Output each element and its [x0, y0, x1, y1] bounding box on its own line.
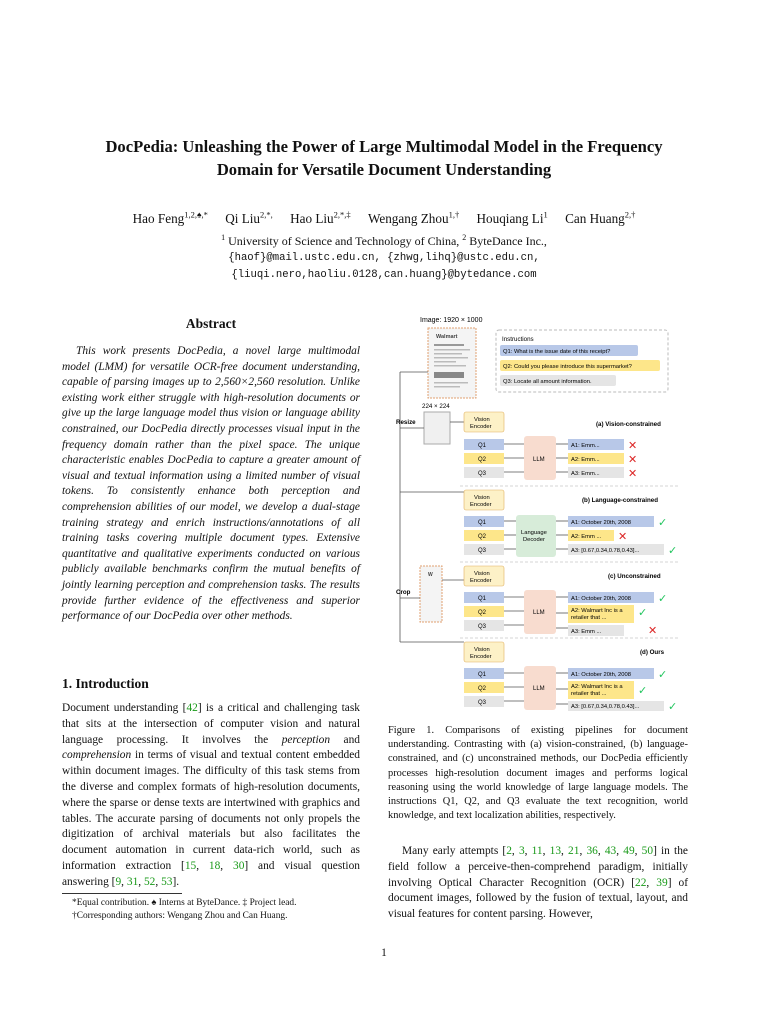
citation-link[interactable]: 43 [604, 845, 617, 857]
citation-link[interactable]: 52 [143, 875, 156, 888]
answer: A3: [0.67,0.34,0.78,0.43]... [571, 704, 640, 710]
instructions-box [496, 330, 668, 392]
citation-link[interactable]: 15 [184, 859, 197, 872]
panel-d-title: (d) Ours [640, 649, 665, 656]
citation-link[interactable]: 42 [186, 702, 198, 714]
answer: A3: Emm ... [571, 629, 602, 635]
citation-link[interactable]: 2 [506, 845, 512, 857]
instructions-title: Instructions [502, 336, 534, 343]
q1-chip: Q1 [478, 520, 487, 526]
q2-chip: Q2 [478, 686, 487, 692]
receipt-crop: W [428, 572, 433, 578]
page-number: 1 [381, 947, 387, 959]
abstract-section [62, 316, 360, 625]
q1-chip: Q1 [478, 672, 487, 678]
check-icon: ✓ [658, 517, 668, 529]
q2-chip: Q2 [478, 534, 487, 540]
vision-encoder-label: Vision Encoder [470, 495, 492, 508]
citation-link[interactable]: 3 [518, 845, 525, 857]
affiliations [40, 229, 728, 284]
right-column-paragraph: Many early attempts [2, 3, 11, 13, 21, 36, 43, 49, 50] in the field follow a perceive-then-comprehend paradigm, initially involving Optical Character Recognition (OCR) [22, 39] of document images, followed by the fusion of textual, layout, and visual features for content parsing. However, [388, 845, 688, 921]
citation-link[interactable]: 11 [531, 845, 543, 857]
cross-icon: ✕ [628, 440, 638, 452]
llm-label: LLM [533, 686, 545, 692]
cross-icon: ✕ [628, 468, 638, 480]
answer: A3: Emm... [571, 471, 600, 477]
author-2: Qi Liu$^{2,*,}$ [225, 210, 273, 227]
answer: A2: Emm... [571, 457, 600, 463]
instruction-q1: Q1: What is the issue date of this receipt? [503, 349, 611, 355]
q3-chip: Q3 [478, 700, 487, 706]
instruction-q2: Q2: Could you please introduce this supermarket? [503, 364, 632, 370]
resize-label: Resize [396, 419, 416, 426]
language-decoder-label: Language Decoder [521, 530, 547, 543]
check-icon: ✓ [638, 685, 648, 697]
panel-b [400, 486, 680, 557]
crop-label: Crop [396, 589, 411, 596]
q1-chip: Q1 [478, 443, 487, 449]
email-line-1: {haof}@mail.ustc.edu.cn, {zhwg,lihq}@ustc.edu.cn, [228, 252, 540, 264]
panel-a [396, 403, 661, 480]
llm-label: LLM [533, 610, 545, 616]
llm-label: LLM [533, 457, 545, 463]
abstract-text: This work presents DocPedia, a novel large multimodal model (LMM) for versatile OCR-free document understanding, capable of parsing images up to 2,560×2,560 resolution. Unlike existing work either struggle with high-resolution documents or give up the large language model thus vision or language ability constrained, our DocPedia directly processes visual input in the frequency domain rather than the pixel space. The unique characteristic enables DocPedia to capture a greater amount of visual and textual information using a limited number of visual tokens. To consistently enhance both perception and comprehension abilities of our model, we develop a dual-stage training strategy and enrich instructions/annotations of all training tasks covering multiple document types. Extensive quantitative and qualitative experiments conducted on various publicly available benchmarks confirm the mutual benefits of jointly learning perception and comprehension tasks. The results provide further evidence of the effectiveness and superior performance of our DocPedia over other methods. [62, 345, 360, 623]
check-icon: ✓ [658, 593, 668, 605]
answer: A2: Walmart Inc is a retailer that ... [571, 608, 623, 621]
footnote-1: *Equal contribution. ♠ Interns at ByteDance. ‡ Project lead. [72, 898, 297, 908]
instruction-q3: Q3: Locate all amount information. [503, 379, 592, 385]
vision-encoder-label: Vision Encoder [470, 571, 492, 584]
footnote-rule [62, 893, 182, 894]
citation-link[interactable]: 49 [623, 845, 635, 857]
answer: A2: Walmart Inc is a retailer that ... [571, 684, 623, 697]
receipt-brand: Walmart [436, 334, 458, 340]
answer: A3: [0.67,0.34,0.78,0.43]... [571, 548, 640, 554]
image-size-label: Image: 1920 × 1000 [420, 317, 483, 324]
intro-heading: 1. Introduction [62, 676, 149, 691]
citation-link[interactable]: 39 [656, 876, 668, 889]
q1-chip: Q1 [478, 596, 487, 602]
panel-c-title: (c) Unconstrained [608, 573, 661, 580]
check-icon: ✓ [668, 545, 678, 557]
q3-chip: Q3 [478, 624, 487, 630]
check-icon: ✓ [658, 669, 668, 681]
cross-icon: ✕ [618, 531, 628, 543]
answer: A1: October 20th, 2008 [571, 596, 631, 602]
q2-chip: Q2 [478, 457, 487, 463]
citation-link[interactable]: 53 [161, 875, 173, 888]
cross-icon: ✕ [648, 625, 658, 637]
abstract-heading: Abstract [185, 316, 237, 331]
resize-dims: 224 × 224 [422, 403, 450, 410]
panel-c [396, 562, 680, 637]
vision-encoder-label: Vision Encoder [470, 647, 492, 660]
answer: A1: October 20th, 2008 [571, 672, 631, 678]
intro-paragraph: Document understanding [42] is a critical and challenging task that sits at the intersection of computer vision and natural language processing. It involves the perception and comprehension in terms of visual and textual content embedded within document images. The difficulty of this task stems from the diverse and complex formats of high-resolution documents, where the sparse or dense texts are intertwined with graphics and tables. The accurate parsing of documents not only propels the digitization of archival materials but also facilitates the document automation in current data-rich world, such as information extraction [15, 18, 30] and visual question answering [9, 31, 52, 53]. [62, 702, 360, 888]
answer: A1: October 20th, 2008 [571, 520, 631, 526]
citation-link[interactable]: 9 [115, 875, 122, 888]
affiliation-line: $^1$ University of Science and Technology of China, $^2$ ByteDance Inc., [221, 233, 547, 248]
q2-chip: Q2 [478, 610, 487, 616]
email-line-2: {liuqi.nero,haoliu.0128,can.huang}@bytedance.com [231, 269, 537, 281]
citation-link[interactable]: 21 [568, 845, 580, 857]
check-icon: ✓ [668, 701, 678, 712]
citation-link[interactable]: 22 [635, 876, 647, 889]
figure-caption: Figure 1. Comparisons of existing pipelines for document understanding. Contrasting with (a) vision-constrained, (b) language-constrained, and (c) unconstrained methods, our DocPedia efficiently processes high-resolution document images and performs logical reasoning using the world knowledge of large language models. The instructions Q1, Q2, and Q3 evaluate the text recognition, world knowledge, and text localization abilities, respectively. [388, 725, 688, 822]
author-3: Hao Liu$^{2,*,\ddagger}$ [290, 210, 351, 227]
panel-b-title: (b) Language-constrained [582, 497, 658, 504]
vision-encoder-label: Vision Encoder [470, 417, 492, 430]
footnote-2: †Corresponding authors: Wengang Zhou and Can Huang. [72, 910, 288, 921]
check-icon: ✓ [638, 607, 648, 619]
title-line-1: DocPedia: Unleashing the Power of Large Multimodal Model in the Frequency [105, 137, 663, 156]
panel-a-title: (a) Vision-constrained [596, 421, 661, 428]
q3-chip: Q3 [478, 471, 487, 477]
author-4: Wengang Zhou$^{1,\dagger}$ [367, 210, 460, 227]
author-5: Houqiang Li$^1$ [476, 210, 548, 227]
citation-link[interactable]: 36 [586, 845, 598, 857]
citation-link[interactable]: 50 [641, 845, 654, 857]
figure-1-diagram [392, 312, 688, 712]
citation-link[interactable]: 13 [549, 845, 562, 857]
paper-title [40, 135, 728, 181]
answer: A2: Emm ... [571, 534, 602, 540]
panel-d [400, 638, 680, 712]
title-line-2: Domain for Versatile Document Understanding [216, 160, 552, 179]
cross-icon: ✕ [628, 454, 638, 466]
author-1: Hao Feng$^{1,2,♠,*}$ [132, 210, 208, 227]
q3-chip: Q3 [478, 548, 487, 554]
answer: A1: Emm... [571, 443, 600, 449]
citation-link[interactable]: 30 [233, 859, 245, 872]
author-6: Can Huang$^{2,\dagger}$ [565, 210, 636, 227]
citation-link[interactable]: 31 [126, 875, 139, 888]
receipt-image [428, 328, 476, 398]
author-list [40, 206, 728, 228]
footnotes [72, 897, 362, 922]
citation-link[interactable]: 18 [208, 859, 221, 872]
